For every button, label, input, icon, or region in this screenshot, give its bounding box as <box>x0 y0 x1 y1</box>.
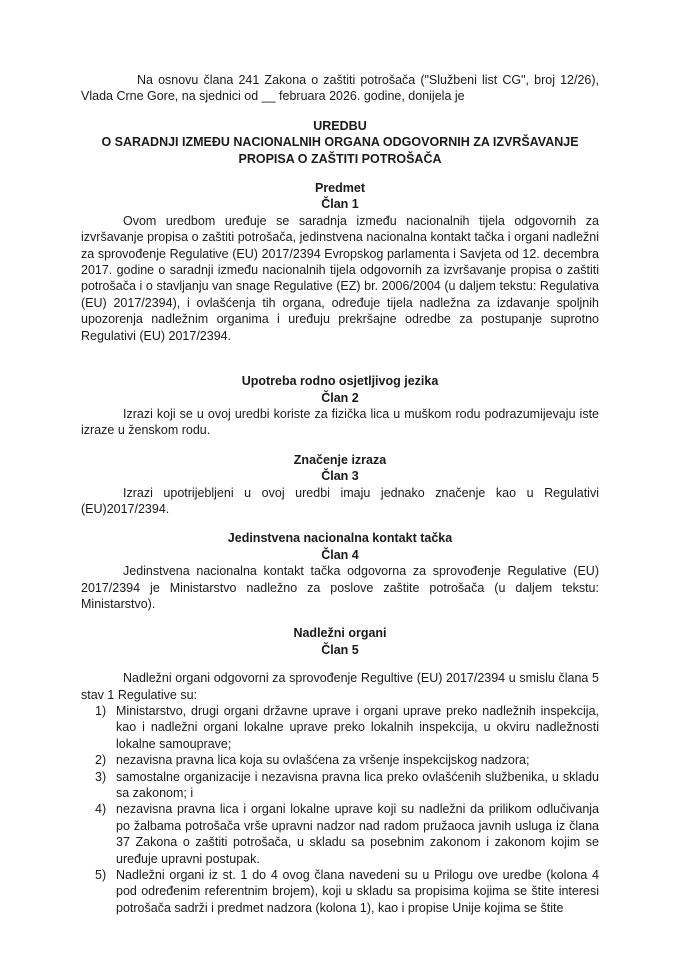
decree-title: UREDBU <box>313 118 367 133</box>
section-heading: Predmet <box>314 181 366 196</box>
section-heading: Jedinstvena nacionalna kontakt tačka <box>227 531 453 546</box>
section-predmet <box>81 180 599 344</box>
list-item-text: Ministarstvo, drugi organi državne uprave i organi uprave preko nadležnih inspekcija, kao i nadležni organi lokalne uprave preko lokalnih inspekcija, u okviru nadležnosti lokalne samouprave; <box>116 704 599 751</box>
list-item <box>95 703 599 752</box>
body-paragraph: Nadležni organi odgovorni za sprovođenje Regultive (EU) 2017/2394 u smislu člana 5 stav 1 Regulative su: <box>81 671 599 702</box>
section-nadlezni-organi <box>81 625 599 916</box>
section-znacenje-izraza <box>81 452 599 518</box>
body-paragraph: Izrazi koji se u ovoj uredbi koriste za fizička lica u muškom rodu podrazumijevaju iste izraze u ženskom rodu. <box>81 406 599 438</box>
list-item <box>95 867 599 916</box>
list-item-text: nezavisna pravna lica i organi lokalne uprave koji su nadležni da prilikom odlučivanja po žalbama potrošača vrše upravni nadzor nad radom pružaoca javnih usluga iz člana 37 Zakona o zaštiti potrošača, u skladu sa posebnim zakonom i zakonom kojim se uređuje upravni postupak. <box>116 802 599 866</box>
list-item <box>95 801 599 867</box>
list-item <box>95 752 599 768</box>
article-label: Član 2 <box>321 390 359 405</box>
body-paragraph: Ovom uredbom uređuje se saradnja između nacionalnih tijela odgovornih za izvršavanje propisa o zaštiti potrošača, jedinstvena nacionalna kontakt tačka i organi nadležni za sprovođenje Regulative (EU) 2017/2394 Evropskog parlamenta i Savjeta od 12. decembra 2017. godine o saradnji između nacionalnih tijela odgovornih za izvršavanje propisa o zaštiti potrošača i o stavljanju van snage Regulative (EZ) br. 2006/2004 (u daljem tekstu: Regulativa (EU) 2017/2394), i ovlašćenja tih organa, određuje tijela nadležna za izdavanje spoljnih upozorenja nadležnim organima i uređuju prekršajne odredbe za postupanje suprotno Regulativi (EU) 2017/2394. <box>81 213 599 343</box>
intro-paragraph: Na osnovu člana 241 Zakona o zaštiti potrošača ("Službeni list CG", broj 12/26), Vlada Crne Gore, na sjednici od __ februara 2026. godine, donijela je <box>81 73 599 104</box>
list-marker: 1) <box>95 704 107 718</box>
article-label: Član 5 <box>321 642 359 657</box>
list-marker: 2) <box>95 753 107 768</box>
list-marker: 5) <box>95 868 107 883</box>
section-heading: Upotreba rodno osjetljivog jezika <box>241 374 439 389</box>
section-kontakt-tacka <box>81 530 599 612</box>
section-heading: Značenje izraza <box>293 452 387 467</box>
article-label: Član 4 <box>321 547 359 562</box>
competent-authorities-list <box>81 703 599 916</box>
list-item <box>95 769 599 802</box>
body-paragraph: Jedinstvena nacionalna kontakt tačka odgovorna za sprovođenje Regulative (EU) 2017/2394 je Ministarstvo nadležno za poslove zaštite potrošača (u daljem tekstu: Ministarstvo). <box>81 564 599 611</box>
decree-subtitle: O SARADNJI IZMEĐU NACIONALNIH ORGANA ODGOVORNIH ZA IZVRŠAVANJE PROPISA O ZAŠTITI POTROŠAČA <box>101 135 579 166</box>
article-label: Član 3 <box>321 469 359 484</box>
list-marker: 4) <box>95 802 107 817</box>
section-heading: Nadležni organi <box>293 626 387 641</box>
article-label: Član 1 <box>321 197 359 212</box>
list-item-text: samostalne organizacije i nezavisna pravna lica preko ovlašćenih službenika, u skladu sa zakonom; i <box>116 769 599 801</box>
section-rodno-osjetljiv-jezik <box>81 373 599 439</box>
body-paragraph: Izrazi upotrijebljeni u ovoj uredbi imaju jednako značenje kao u Regulativi (EU)2017/2394. <box>81 485 599 516</box>
list-item-text: Nadležni organi iz st. 1 do 4 ovog člana navedeni su u Prilogu ove uredbe (kolona 4 pod određenim referentnim brojem), koji u skladu sa propisima kojima se štite interesi potrošača sadrži i predmet nadzora (kolona 1), kao i propise Unije kojima se štite <box>116 868 599 915</box>
list-marker: 3) <box>95 769 107 784</box>
list-item-text: nezavisna pravna lica koja su ovlašćena za vršenje inspekcijskog nadzora; <box>116 753 530 768</box>
